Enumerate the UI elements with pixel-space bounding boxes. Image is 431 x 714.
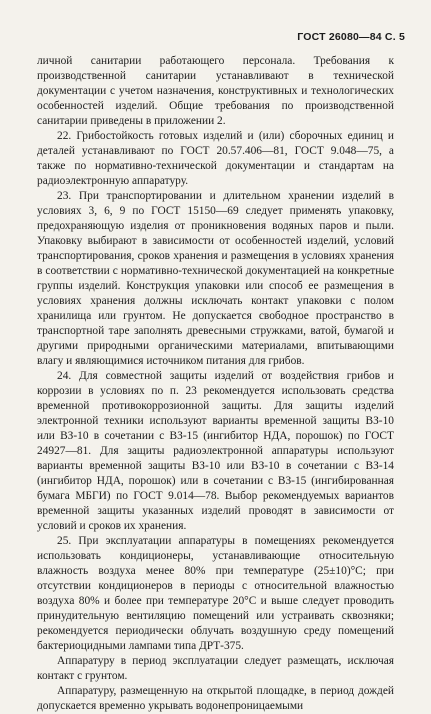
body-text: [37, 54, 394, 714]
paragraph-placement: Аппаратуру в период эксплуатации следует размещать, исключая контакт с грунтом.: [37, 655, 394, 682]
paragraph-25: 25. При эксплуатации аппаратуры в помещениях рекомендуется использовать кондиционеры, устанавливающие относительную влажность воздуха менее 80% при температуре (25±10)°С; при отсутствии кондиционеров в периоды с относительной влажностью воздуха 80% и более при температуре 20°С и выше следует проводить принудительную вентиляцию помещений или устраивать сквозняки; рекомендуется периодически облучать воздушную среду помещений бактериоцидными лампами типа ДРТ-375.: [37, 535, 394, 652]
paragraph-24: 24. Для совместной защиты изделий от воздействия грибов и коррозии в условиях по п. 23 рекомендуется использовать средства временной противокоррозионной защиты. Для защиты изделий электронной техники используют варианты временной защиты ВЗ-10 или ВЗ-10 в сочетании с ВЗ-15 (ингибитор НДА, порошок) по ГОСТ 24927—81. Для защиты радиоэлектронной аппаратуры используют варианты временной защиты ВЗ-10 или ВЗ-10 в сочетании с ВЗ-14 (ингибитор НДА, порошок) или в сочетании с ВЗ-15 (ингибированная бумага МБГИ) по ГОСТ 9.014—78. Выбор рекомендуемых вариантов временной защиты указанных изделий проводят в зависимости от условий и сроков их хранения.: [37, 370, 394, 532]
running-header: ГОСТ 26080—84 С. 5: [297, 31, 405, 43]
paragraph-outdoor: Аппаратуру, размещенную на открытой площадке, в период дождей допускается временно укрывать водонепроницаемыми: [37, 685, 394, 712]
paragraph-continuation: личной санитарии работающего персонала. Требования к производственной санитарии устанавливают в технической документации с учетом назначения, конструктивных и технологических особенностей изделий. Общие требования по производственной санитарии приведены в приложении 2.: [37, 55, 394, 127]
paragraph-22: 22. Грибостойкость готовых изделий и (или) сборочных единиц и деталей устанавливают по ГОСТ 20.57.406—81, ГОСТ 9.048—75, а также по нормативно-технической документации и стандартам на радиоэлектронную аппаратуру.: [37, 130, 394, 187]
paragraph-23: 23. При транспортировании и длительном хранении изделий в условиях 3, 6, 9 по ГОСТ 15150—69 следует применять упаковку, предохраняющую изделия от проникновения водяных паров и пыли. Упаковку выбирают в зависимости от особенностей изделий, условий транспортирования, сроков хранения и размещения в условиях хранения в соответствии с нормативно-технической документацией на конкретные группы изделий. Конструкция упаковки или способ ее размещения в условиях хранения должны исключать контакт упаковки с полом хранилища или грунтом. Не допускается свободное пространство в транспортной таре заполнять древесными стружками, ватой, бумагой и другими природными органическими материалами, впитывающими влагу и являющимися источником питания для грибов.: [37, 190, 394, 367]
